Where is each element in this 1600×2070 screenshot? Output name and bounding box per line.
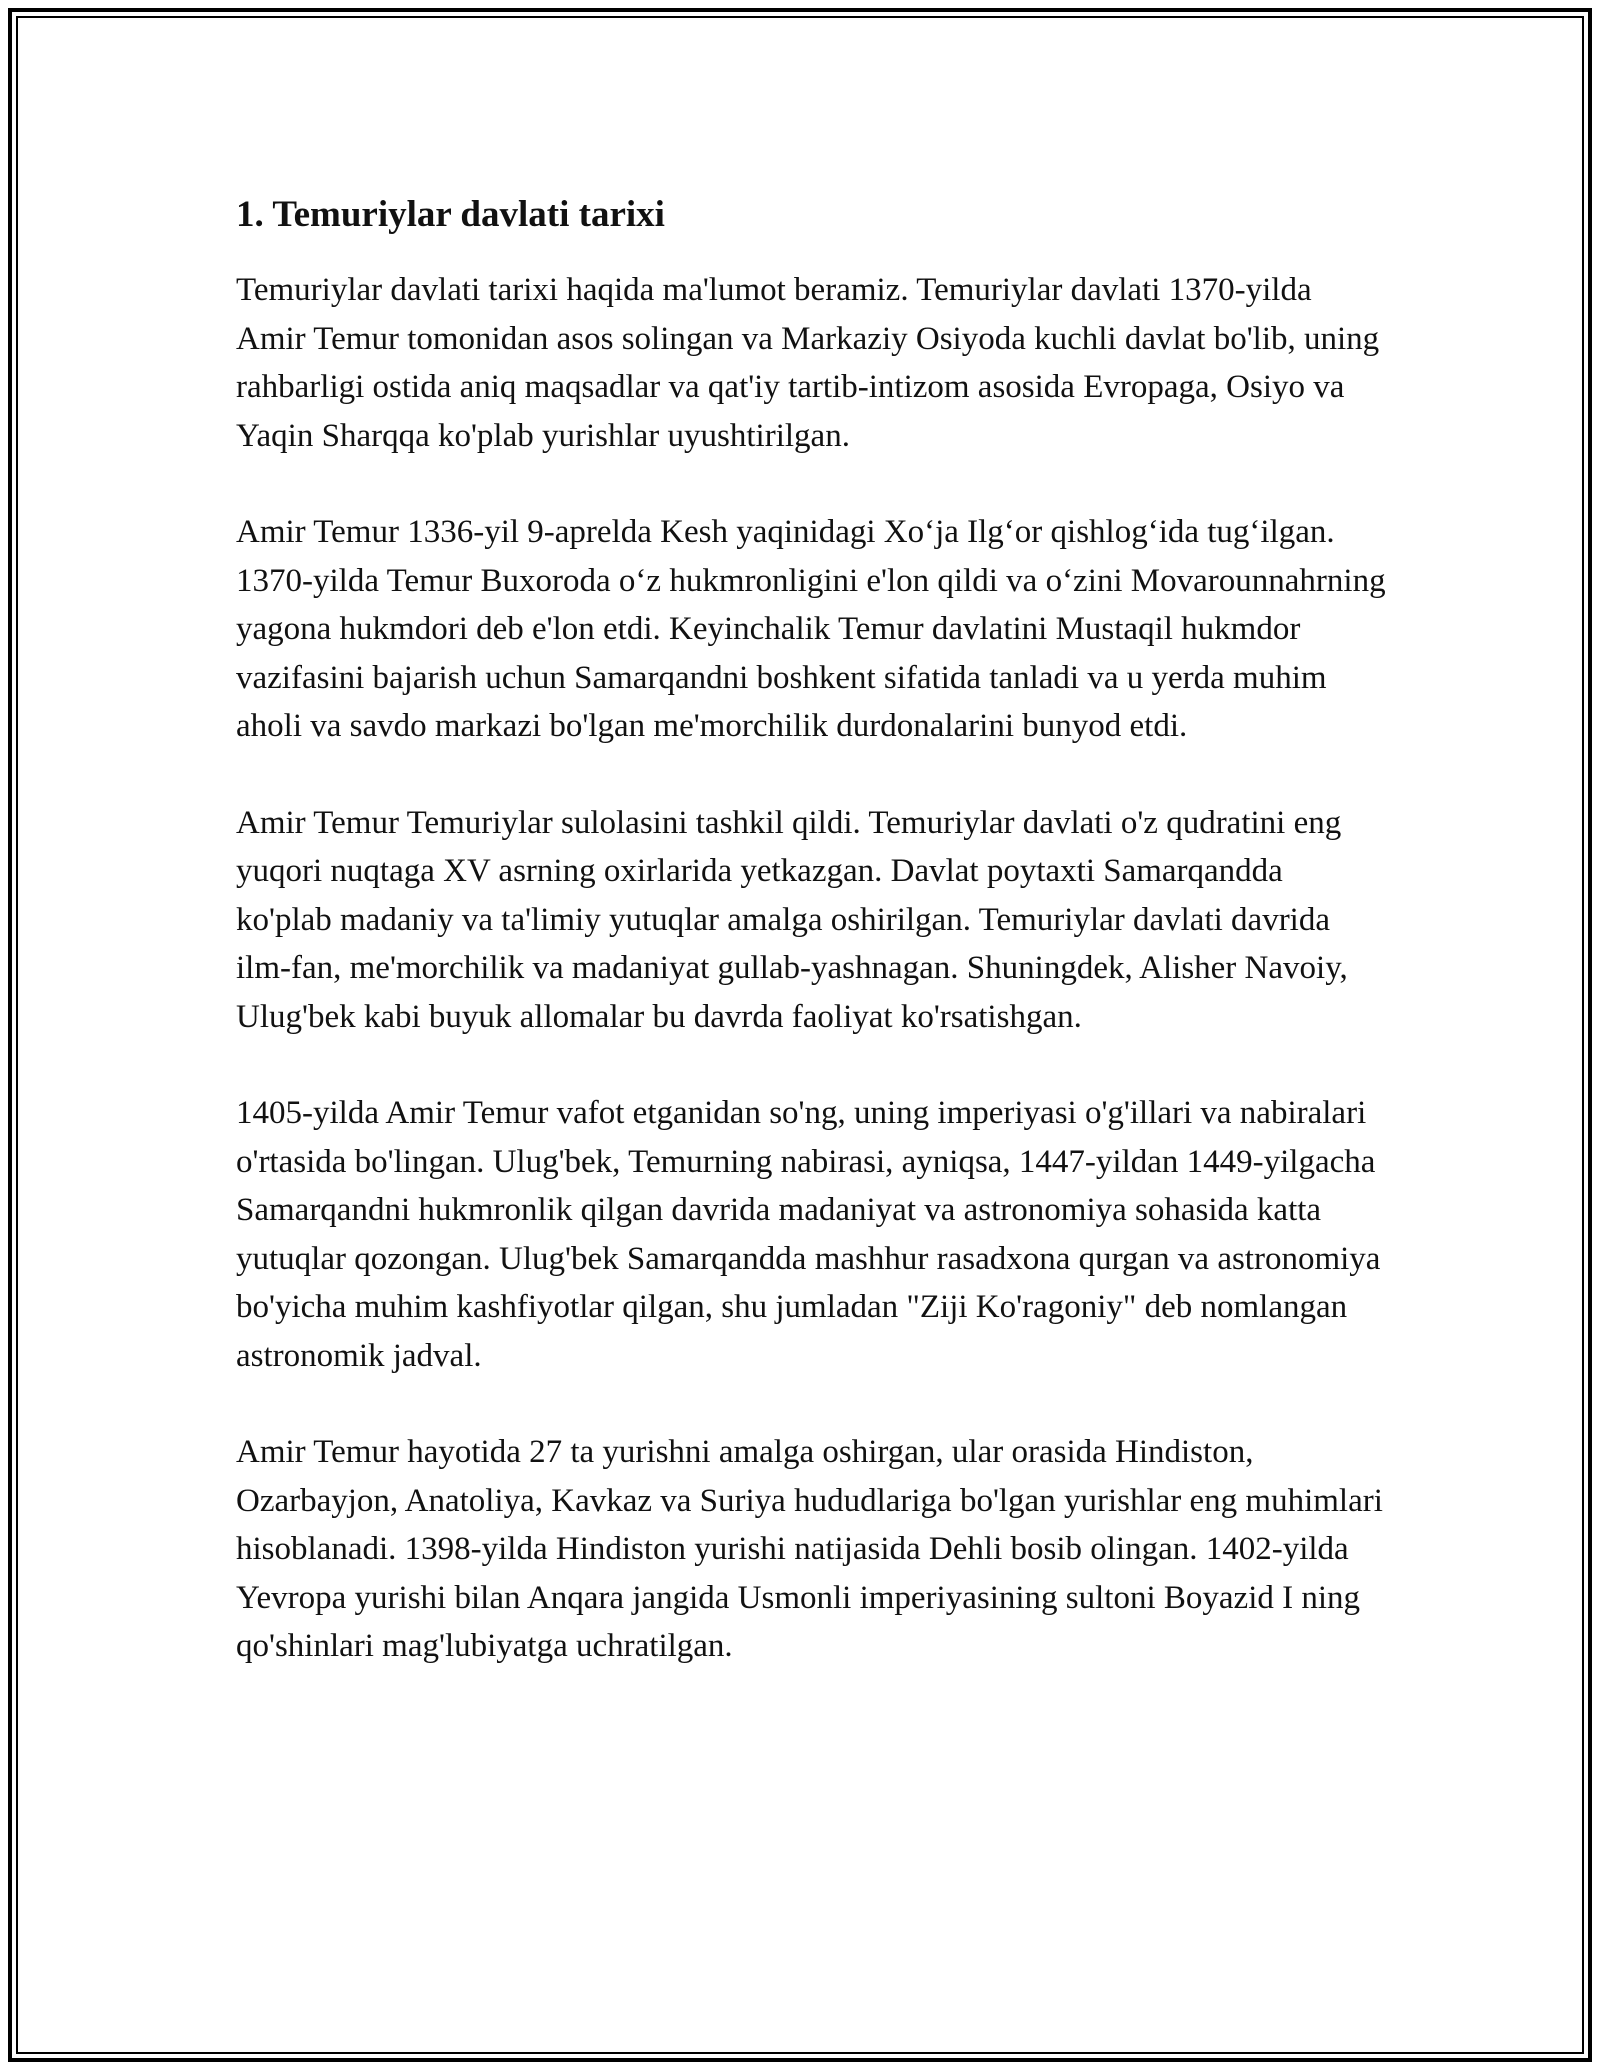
paragraph-intro: Temuriylar davlati tarixi haqida ma'lumot beramiz. Temuriylar davlati 1370-yilda Amir Temur tomonidan asos solingan va Markaziy Osiyoda kuchli davlat bo'lib, uning rahbarligi ostida aniq maqsadlar va qat'iy tartib-intizom asosida Evropaga, Osiyo va Yaqin Sharqqa ko'plab yurishlar uyushtirilgan. [236, 272, 1380, 454]
paragraph-campaigns: Amir Temur hayotida 27 ta yurishni amalga oshirgan, ular orasida Hindiston, Ozarbayjon, Anatoliya, Kavkaz va Suriya hududlariga bo'lgan yurishlar eng muhimlari hisoblanadi. 1398-yilda Hindiston yurishi natijasida Dehli bosib olingan. 1402-yilda Yevropa yurishi bilan Anqara jangida Usmonli imperiyasining sultoni Boyazid I ning qo'shinlari mag'lubiyatga uchratilgan. [236, 1434, 1383, 1664]
paragraph-birth: Amir Temur 1336-yil 9-aprelda Kesh yaqinidagi Xo‘ja Ilg‘or qishlog‘ida tug‘ilgan. 1370-yilda Temur Buxoroda o‘z hukmronligini e'lon qildi va o‘zini Movarounnahrning yagona hukmdori deb e'lon etdi. Keyinchalik Temur davlatini Mustaqil hukmdor vazifasini bajarish uchun Samarqandni boshkent sifatida tanladi va u yerda muhim aholi va savdo markazi bo'lgan me'morchilik durdonalarini bunyod etdi. [236, 514, 1386, 744]
document-body [236, 186, 1386, 1719]
section-title: 1. Temuriylar davlati tarixi [236, 194, 665, 235]
paragraph-dynasty: Amir Temur Temuriylar sulolasini tashkil qildi. Temuriylar davlati o'z qudratini eng yuqori nuqtaga XV asrning oxirlarida yetkazgan. Davlat poytaxti Samarqandda ko'plab madaniy va ta'limiy yutuqlar amalga oshirilgan. Temuriylar davlati davrida ilm-fan, me'morchilik va madaniyat gullab-yashnagan. Shuningdek, Alisher Navoiy, Ulug'bek kabi buyuk allomalar bu davrda faoliyat ko'rsatishgan. [236, 804, 1348, 1035]
paragraph-ulugbek: 1405-yilda Amir Temur vafot etganidan so'ng, uning imperiyasi o'g'illari va nabiralari o'rtasida bo'lingan. Ulug'bek, Temurning nabirasi, ayniqsa, 1447-yildan 1449-yilgacha Samarqandni hukmronlik qilgan davrida madaniyat va astronomiya sohasida katta yutuqlar qozongan. Ulug'bek Samarqandda mashhur rasadxona qurgan va astronomiya bo'yicha muhim kashfiyotlar qilgan, shu jumladan "Ziji Ko'ragoniy" deb nomlangan astronomik jadval. [236, 1095, 1381, 1374]
